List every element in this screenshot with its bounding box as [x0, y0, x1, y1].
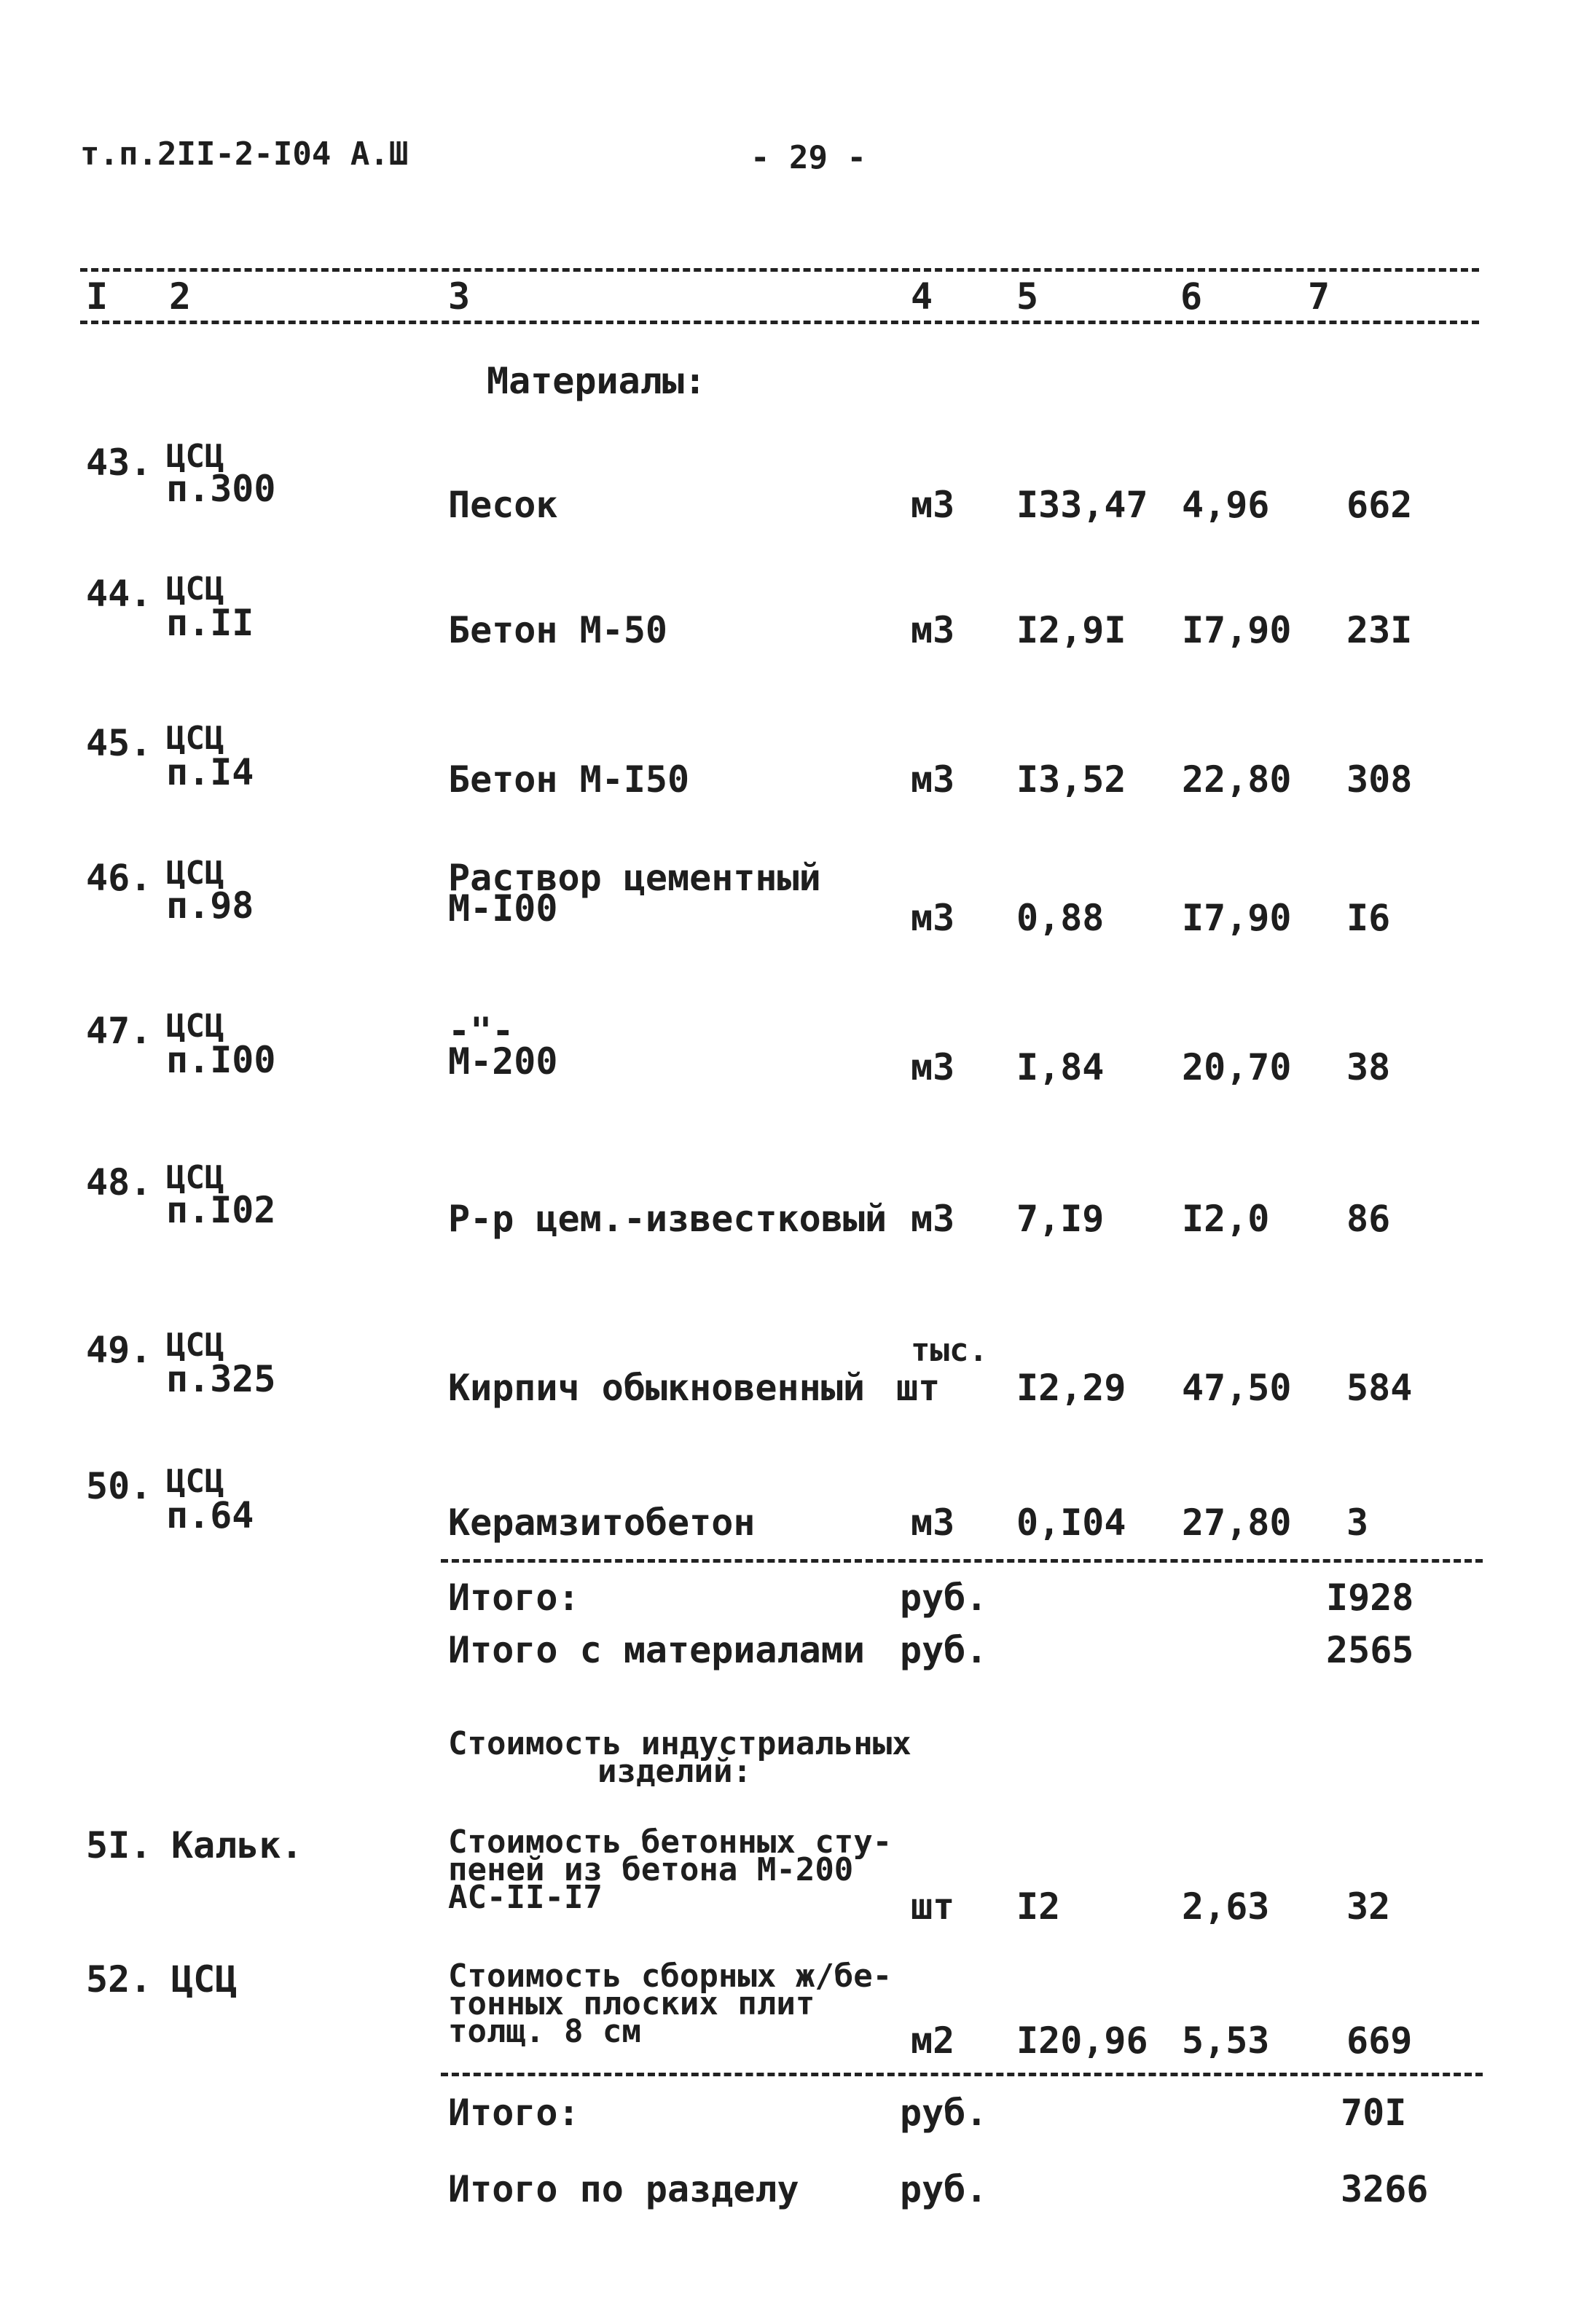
price-reference: ЦСЦ [166, 1463, 224, 1500]
row-number: 52. [86, 1958, 152, 2001]
item-name-continued: тонных плоских плит [448, 1985, 815, 2022]
price-reference: ЦСЦ [166, 1159, 224, 1196]
price-reference: ЦСЦ [166, 570, 224, 608]
item-name: Песок [448, 484, 558, 526]
item-name: Кирпич обыкновенный [448, 1367, 865, 1409]
total-cost: 38 [1346, 1046, 1391, 1088]
total-cost: 23I [1346, 609, 1413, 651]
price-reference-item: п.98 [166, 884, 254, 927]
price-reference: ЦСЦ [166, 720, 224, 757]
price-reference-item: п.I02 [166, 1189, 276, 1231]
unit-price: I7,90 [1182, 897, 1292, 939]
row-number: 5I. [86, 1824, 152, 1866]
item-name: Бетон М-I50 [448, 758, 690, 801]
price-reference-item: п.I4 [166, 751, 254, 793]
price-reference: ЦСЦ [166, 855, 224, 892]
unit: шт [911, 1885, 955, 1928]
quantity: 0,88 [1016, 897, 1105, 939]
unit: м3 [911, 609, 955, 651]
quantity: I33,47 [1016, 484, 1148, 526]
total-cost: 3 [1346, 1501, 1369, 1544]
price-reference-item: п.300 [166, 468, 276, 510]
unit: м3 [911, 897, 955, 939]
unit: м3 [911, 758, 955, 801]
subtotal-unit: руб. [900, 2092, 988, 2134]
unit: шт [896, 1367, 941, 1409]
row-number: 48. [86, 1161, 152, 1204]
item-name: Р-р цем.-известковый [448, 1198, 887, 1240]
price-reference: Кальк. [171, 1824, 303, 1866]
price-reference-item: п.64 [166, 1494, 254, 1536]
total-cost: 86 [1346, 1198, 1391, 1240]
section-total-label: Итого по разделу [448, 2168, 799, 2210]
quantity: 0,I04 [1016, 1501, 1126, 1544]
column-number-4: 4 [911, 275, 933, 318]
unit: м3 [911, 1046, 955, 1088]
unit-prefix: тыс. [911, 1332, 988, 1369]
item-name-continued: М-200 [448, 1040, 558, 1083]
unit-price: 22,80 [1182, 758, 1292, 801]
ditto-mark: -"- [448, 1010, 514, 1052]
section-total-unit: руб. [900, 2168, 988, 2210]
total-cost: 32 [1346, 1885, 1391, 1928]
row-number: 43. [86, 441, 152, 484]
quantity: I,84 [1016, 1046, 1105, 1088]
section-heading-industrial-continued: изделий: [597, 1753, 752, 1790]
subtotal-value: I928 [1326, 1577, 1414, 1619]
item-name: Бетон М-50 [448, 609, 668, 651]
section-heading-industrial: Стоимость индустриальных [448, 1725, 911, 1762]
subtotal-label: Итого: [448, 2092, 580, 2134]
unit: м2 [911, 2019, 955, 2062]
price-reference: ЦСЦ [166, 438, 224, 475]
item-name: Стоимость бетонных сту- [448, 1824, 893, 1861]
column-number-3: 3 [448, 275, 471, 318]
item-name-continued: АС-II-I7 [448, 1879, 603, 1916]
quantity: I20,96 [1016, 2019, 1148, 2062]
section-heading-materials: Материалы: [487, 360, 707, 402]
unit: м3 [911, 1198, 955, 1240]
column-number-5: 5 [1016, 275, 1039, 318]
row-number: 47. [86, 1010, 152, 1052]
document-code: т.п.2II-2-I04 А.Ш [80, 136, 409, 173]
subtotal-value: 70I [1341, 2092, 1407, 2134]
subtotal-rule [441, 1559, 1483, 1563]
total-cost: 669 [1346, 2019, 1413, 2062]
subtotal-with-materials-label: Итого с материалами [448, 1629, 865, 1671]
quantity: I2,9I [1016, 609, 1126, 651]
subtotal-label: Итого: [448, 1577, 580, 1619]
price-reference-item: п.I00 [166, 1039, 276, 1081]
subtotal-with-materials-value: 2565 [1326, 1629, 1414, 1671]
total-cost: 662 [1346, 484, 1413, 526]
item-name: Керамзитобетон [448, 1501, 756, 1544]
column-number-6: 6 [1180, 275, 1203, 318]
unit-price: 2,63 [1182, 1885, 1270, 1928]
unit-price: 20,70 [1182, 1046, 1292, 1088]
column-header-bottom-rule [80, 321, 1479, 324]
unit: м3 [911, 484, 955, 526]
row-number: 49. [86, 1329, 152, 1371]
price-reference: ЦСЦ [166, 1008, 224, 1045]
item-name-continued: толщ. 8 см [448, 2013, 641, 2050]
quantity: 7,I9 [1016, 1198, 1105, 1240]
column-number-2: 2 [169, 275, 192, 318]
price-reference-item: п.II [166, 602, 254, 644]
quantity: I3,52 [1016, 758, 1126, 801]
total-cost: 584 [1346, 1367, 1413, 1409]
subtotal-unit: руб. [900, 1577, 988, 1619]
quantity: I2,29 [1016, 1367, 1126, 1409]
row-number: 50. [86, 1465, 152, 1507]
item-name-continued: пеней из бетона М-200 [448, 1851, 854, 1888]
unit-price: 4,96 [1182, 484, 1270, 526]
total-cost: I6 [1346, 897, 1391, 939]
unit-price: 47,50 [1182, 1367, 1292, 1409]
item-name: Стоимость сборных ж/бе- [448, 1958, 893, 1995]
unit-price: 5,53 [1182, 2019, 1270, 2062]
quantity: I2 [1016, 1885, 1061, 1928]
row-number: 46. [86, 857, 152, 899]
unit-price: 27,80 [1182, 1501, 1292, 1544]
page-number: - 29 - [750, 139, 866, 176]
section-total-value: 3266 [1341, 2168, 1429, 2210]
price-reference: ЦСЦ [166, 1327, 224, 1364]
unit-price: I7,90 [1182, 609, 1292, 651]
subtotal-with-materials-unit: руб. [900, 1629, 988, 1671]
column-header-top-rule [80, 268, 1479, 272]
unit-price: I2,0 [1182, 1198, 1270, 1240]
total-cost: 308 [1346, 758, 1413, 801]
row-number: 45. [86, 722, 152, 764]
item-name: Раствор цементный [448, 857, 821, 899]
price-reference-item: п.325 [166, 1358, 276, 1400]
row-number: 44. [86, 573, 152, 615]
column-number-7: 7 [1308, 275, 1330, 318]
column-number-1: I [86, 275, 109, 318]
unit: м3 [911, 1501, 955, 1544]
subtotal-rule [441, 2073, 1483, 2076]
item-name-continued: М-I00 [448, 887, 558, 930]
price-reference: ЦСЦ [171, 1958, 238, 2001]
